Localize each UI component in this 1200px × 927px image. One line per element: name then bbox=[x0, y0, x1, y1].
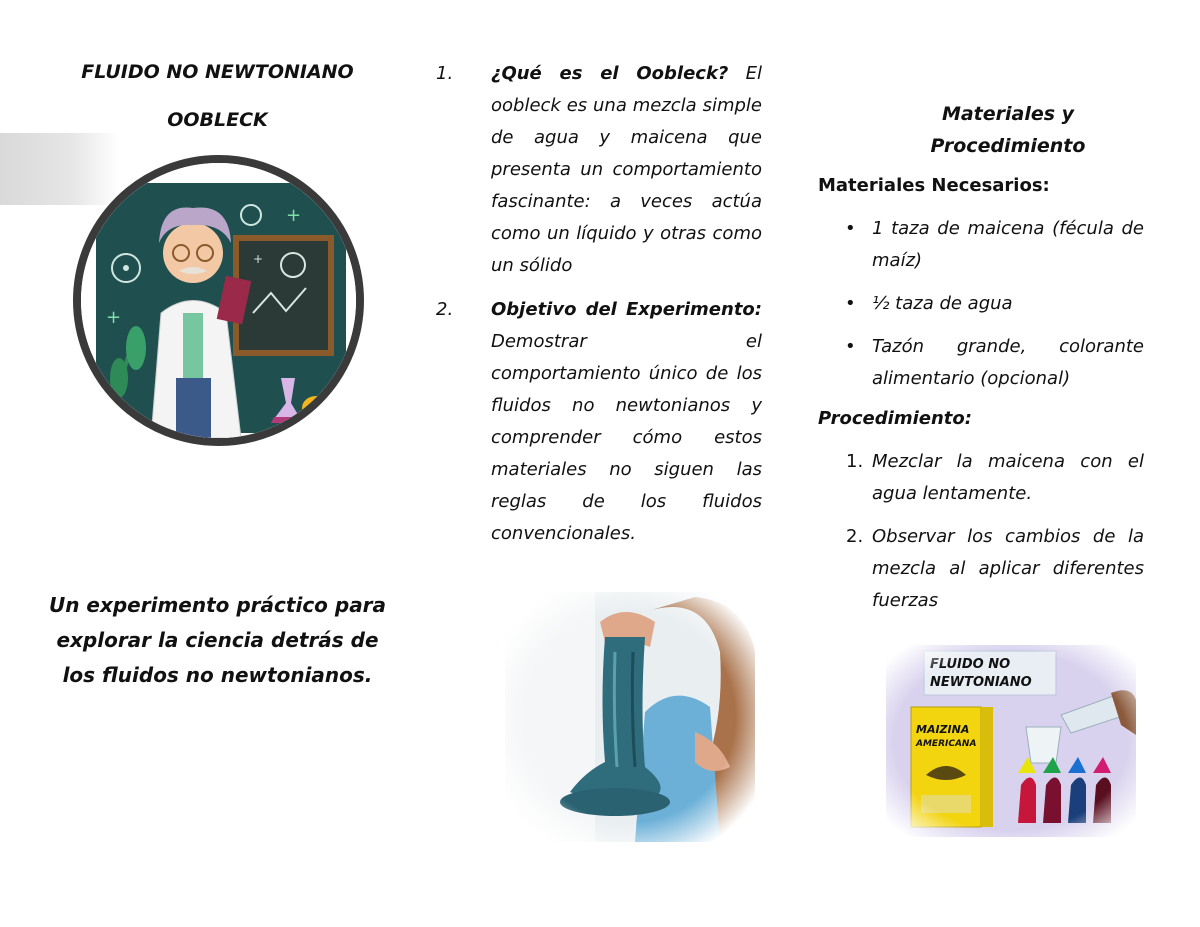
bullet-icon: • bbox=[845, 336, 856, 357]
bullet-icon: • bbox=[845, 293, 856, 314]
procedure-heading: Procedimiento: bbox=[818, 408, 972, 429]
procedure-panel bbox=[818, 98, 1144, 617]
svg-text:+: + bbox=[286, 205, 302, 226]
steps-list bbox=[818, 446, 1144, 617]
materials-list bbox=[818, 213, 1144, 395]
item-body: El oobleck es una mezcla simple de agua y maicena que presenta un comportamiento fascinante: a veces actúa como un líquido y otras como un sólido bbox=[491, 63, 762, 276]
list-item: • Tazón grande, colorante alimentario (opcional) bbox=[818, 331, 1144, 395]
item-number: 2. bbox=[436, 299, 454, 320]
cover-tagline: Un experimento práctico para explorar la ciencia detrás de los fluidos no newtonianos. bbox=[48, 593, 387, 687]
cover-subtitle: OOBLECK bbox=[167, 109, 268, 131]
info-item bbox=[436, 294, 762, 550]
item-heading: ¿Qué es el Oobleck? bbox=[491, 63, 729, 84]
svg-text:+: + bbox=[253, 252, 264, 266]
item-number: 1. bbox=[436, 63, 454, 84]
info-panel bbox=[436, 58, 762, 550]
svg-text:+: + bbox=[106, 307, 122, 328]
page-edge-shadow bbox=[0, 133, 120, 205]
scientist-illustration bbox=[73, 155, 364, 446]
bullet-icon: • bbox=[845, 218, 856, 239]
list-item: 2. Observar los cambios de la mezcla al aplicar diferentes fuerzas bbox=[846, 526, 1144, 611]
list-item: • ½ taza de agua bbox=[818, 288, 1144, 320]
list-item: 1. Mezclar la maicena con el agua lentamente. bbox=[846, 451, 1144, 504]
oobleck-photo bbox=[505, 592, 755, 842]
cover-panel bbox=[40, 60, 395, 132]
materials-photo bbox=[886, 645, 1136, 837]
procedure-title: Materiales y Procedimiento bbox=[930, 103, 1086, 157]
item-body: Demostrar el comportamiento único de los fluidos no newtonianos y comprender cómo estos materiales no siguen las reglas de los fluidos convencionales. bbox=[491, 331, 762, 544]
list-item: • 1 taza de maicena (fécula de maíz) bbox=[818, 213, 1144, 277]
materials-heading: Materiales Necesarios: bbox=[818, 175, 1050, 196]
cover-title: FLUIDO NO NEWTONIANO bbox=[81, 61, 354, 83]
item-heading: Objetivo del Experimento: bbox=[491, 299, 762, 320]
info-item bbox=[436, 58, 762, 282]
